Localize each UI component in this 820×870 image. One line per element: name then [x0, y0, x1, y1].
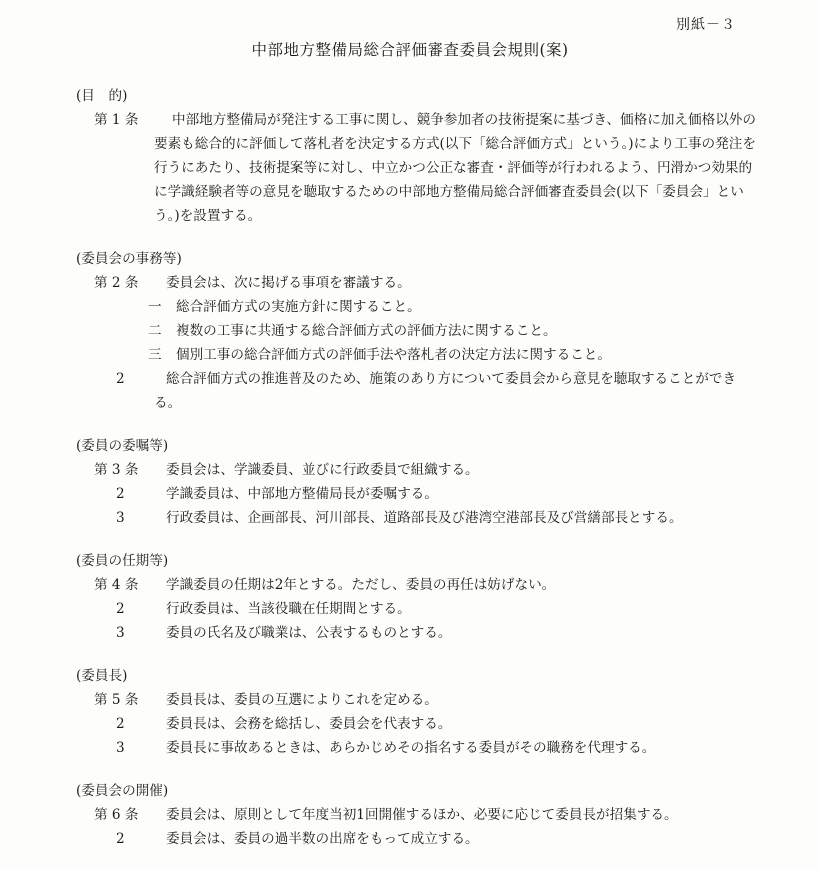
section-heading: (委員会の事務等) [76, 251, 182, 267]
article-3 [0, 458, 820, 482]
section-committee-affairs [0, 247, 820, 415]
article-6 [0, 803, 820, 827]
item-text: 個別工事の総合評価方式の評価手法や落札者の決定方法に関すること。 [176, 347, 611, 363]
article-1 [0, 108, 820, 228]
item-number: 三 [148, 347, 162, 363]
article-2 [0, 271, 820, 295]
paragraph-text: 委員長は、会務を総括し、委員会を代表する。 [166, 716, 452, 732]
article-2-item-1 [0, 295, 820, 319]
article-3-paragraph-3 [0, 506, 820, 530]
paragraph-text: 学識委員は、中部地方整備局長が委嘱する。 [166, 486, 438, 502]
paragraph-number: 3 [116, 740, 125, 756]
article-text: 委員長は、委員の互選によりこれを定める。 [166, 692, 438, 708]
article-4 [0, 573, 820, 597]
item-text: 総合評価方式の実施方針に関すること。 [176, 299, 421, 315]
section-heading: (委員長) [76, 668, 128, 684]
paragraph-number: 2 [116, 371, 125, 387]
paragraph-text: 総合評価方式の推進普及のため、施策のあり方について委員会から意見を聴取することができる。 [154, 371, 737, 411]
attachment-label: 別紙－３ [676, 17, 736, 33]
article-number: 第 1 条 [94, 112, 139, 128]
section-heading: (委員会の開催) [76, 783, 169, 799]
article-5 [0, 688, 820, 712]
section-chairperson [0, 664, 820, 760]
paragraph-text: 委員会は、委員の過半数の出席をもって成立する。 [166, 831, 479, 847]
document-title: 中部地方整備局総合評価審査委員会規則(案) [251, 41, 569, 59]
section-appointment [0, 434, 820, 530]
article-3-paragraph-2 [0, 482, 820, 506]
document-body [0, 84, 820, 870]
paragraph-text: 行政委員は、企画部長、河川部長、道路部長及び港湾空港部長及び営繕部長とする。 [166, 510, 683, 526]
section-purpose [0, 84, 820, 228]
item-text: 複数の工事に共通する総合評価方式の評価方法に関すること。 [176, 323, 557, 339]
article-5-paragraph-2 [0, 712, 820, 736]
section-term [0, 549, 820, 645]
article-4-paragraph-2 [0, 597, 820, 621]
paragraph-text: 委員の氏名及び職業は、公表するものとする。 [166, 625, 452, 641]
item-number: 二 [148, 323, 162, 339]
article-number: 第 4 条 [94, 577, 139, 593]
section-heading: (目 的) [76, 88, 128, 104]
article-2-item-3 [0, 343, 820, 367]
article-6-paragraph-2 [0, 827, 820, 851]
article-text: 委員会は、原則として年度当初1回開催するほか、必要に応じて委員長が招集する。 [166, 807, 678, 823]
article-number: 第 5 条 [94, 692, 139, 708]
article-4-paragraph-3 [0, 621, 820, 645]
paragraph-number: 3 [116, 625, 125, 641]
item-number: 一 [148, 299, 162, 315]
paragraph-number: 2 [116, 831, 125, 847]
article-text: 学識委員の任期は2年とする。ただし、委員の再任は妨げない。 [166, 577, 556, 593]
paragraph-number: 2 [116, 716, 125, 732]
article-text: 委員会は、次に掲げる事項を審議する。 [166, 275, 411, 291]
paragraph-text: 委員長に事故あるときは、あらかじめその指名する委員がその職務を代理する。 [166, 740, 656, 756]
section-heading: (委員の委嘱等) [76, 438, 169, 454]
article-number: 第 2 条 [94, 275, 139, 291]
article-number: 第 6 条 [94, 807, 139, 823]
article-text: 中部地方整備局が発注する工事に関し、競争参加者の技術提案に基づき、価格に加え価格以外の要素も総合的に評価して落札者を決定する方式(以下「総合評価方式」という。)により工事の発注を行うにあたり、技術提案等に対し、中立かつ公正な審査・評価等が行われるよう、円滑かつ効果的に学識経験者等の意見を聴取するための中部地方整備局総合評価審査委員会(以下「委員会」という。)を設置する。 [154, 112, 756, 224]
paragraph-text: 行政委員は、当該役職在任期間とする。 [166, 601, 411, 617]
paragraph-number: 2 [116, 486, 125, 502]
article-5-paragraph-3 [0, 736, 820, 760]
section-meetings [0, 779, 820, 851]
section-heading: (委員の任期等) [76, 553, 169, 569]
article-text: 委員会は、学識委員、並びに行政委員で組織する。 [166, 462, 479, 478]
article-2-paragraph-2 [0, 367, 820, 415]
article-2-item-2 [0, 319, 820, 343]
paragraph-number: 3 [116, 510, 125, 526]
article-number: 第 3 条 [94, 462, 139, 478]
paragraph-number: 2 [116, 601, 125, 617]
